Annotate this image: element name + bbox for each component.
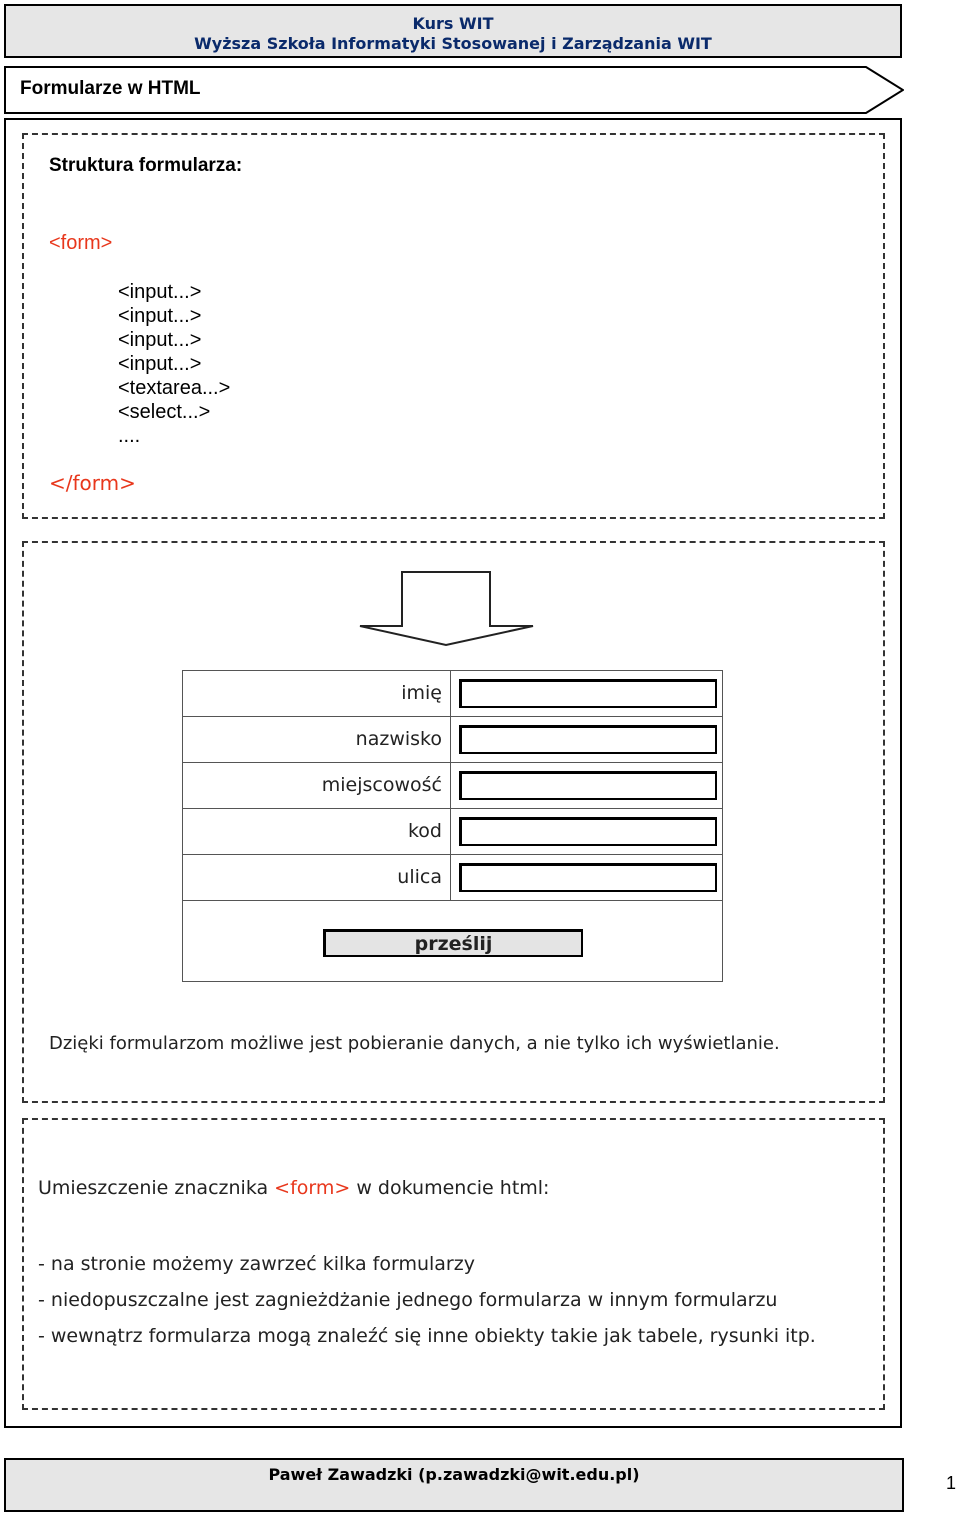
- city-field[interactable]: [459, 771, 717, 800]
- form-row: [183, 855, 722, 901]
- form-close-tag: </form>: [49, 471, 136, 495]
- submit-button[interactable]: prześlij: [323, 929, 583, 957]
- field-label: kod: [183, 809, 451, 854]
- description-text: Dzięki formularzom możliwe jest pobieranie danych, a nie tylko ich wyświetlanie.: [49, 1033, 780, 1054]
- field-label: imię: [183, 671, 451, 716]
- field-label: miejscowość: [183, 763, 451, 808]
- last-name-field[interactable]: [459, 725, 717, 754]
- first-name-field[interactable]: [459, 679, 717, 708]
- code-line: <input...>: [118, 353, 202, 375]
- page-footer: [4, 1458, 904, 1512]
- placement-title-suffix: w dokumencie html:: [350, 1177, 550, 1199]
- form-open-tag: <form>: [49, 232, 113, 254]
- course-title: Kurs WIT: [412, 14, 494, 33]
- code-line: <input...>: [118, 305, 202, 327]
- page-header: [4, 4, 902, 58]
- list-item: - wewnątrz formularza mogą znaleźć się inne obiekty takie jak tabele, rysunki itp.: [38, 1325, 816, 1347]
- form-row: [183, 717, 722, 763]
- form-row: [183, 763, 722, 809]
- street-field[interactable]: [459, 863, 717, 892]
- code-line: <input...>: [118, 329, 202, 351]
- form-element-list: [118, 280, 230, 448]
- form-row: [183, 809, 722, 855]
- list-item: - niedopuszczalne jest zagnieżdżanie jednego formularza w innym formularzu: [38, 1289, 778, 1311]
- postal-code-field[interactable]: [459, 817, 717, 846]
- example-form: [182, 670, 723, 982]
- placement-title-prefix: Umieszczenie znacznika: [38, 1177, 275, 1199]
- down-arrow-icon: [358, 570, 536, 648]
- code-line: <input...>: [118, 281, 202, 303]
- code-line: ....: [118, 425, 141, 447]
- placement-title: [38, 1174, 549, 1202]
- code-line: <textarea...>: [118, 377, 231, 399]
- form-row: [183, 671, 722, 717]
- page-number: 1: [946, 1473, 957, 1493]
- section-title: Formularze w HTML: [20, 78, 201, 99]
- school-name: Wyższa Szkoła Informatyki Stosowanej i Zarządzania WIT: [194, 34, 712, 53]
- author-credit: Paweł Zawadzki (p.zawadzki@wit.edu.pl): [268, 1465, 640, 1484]
- placement-rules-list: [38, 1246, 816, 1354]
- field-label: nazwisko: [183, 717, 451, 762]
- code-line: <select...>: [118, 401, 211, 423]
- field-label: ulica: [183, 855, 451, 900]
- structure-title: Struktura formularza:: [49, 155, 243, 176]
- placement-title-tag: <form>: [274, 1177, 351, 1199]
- list-item: - na stronie możemy zawrzeć kilka formularzy: [38, 1253, 475, 1275]
